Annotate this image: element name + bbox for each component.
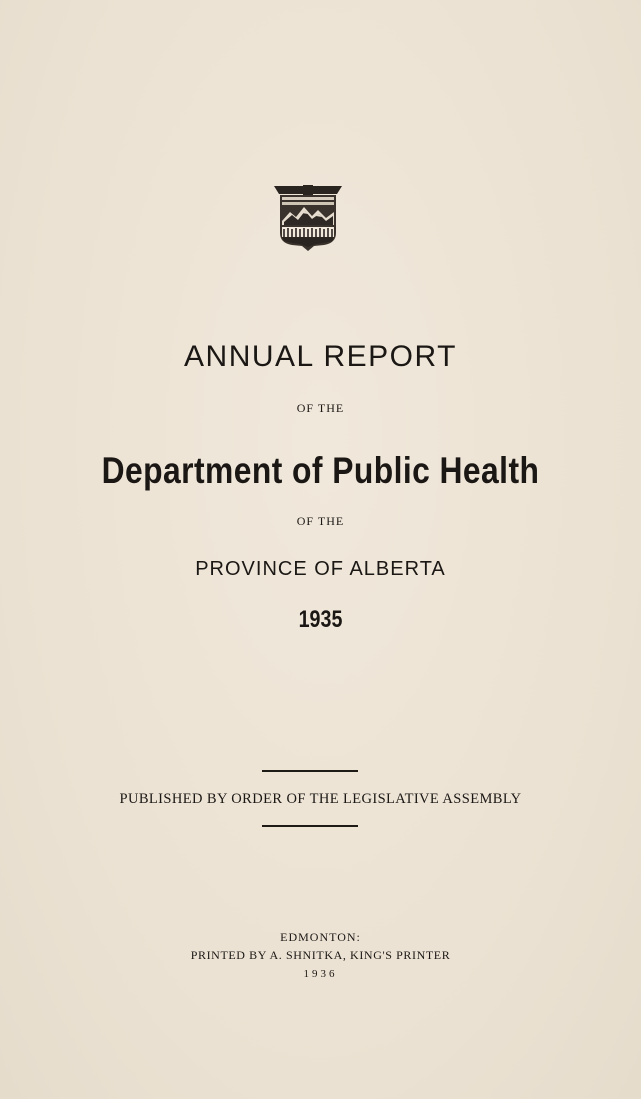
- publication-statement: PUBLISHED BY ORDER OF THE LEGISLATIVE ASSEMBLY: [119, 791, 522, 807]
- imprint-city: EDMONTON:: [280, 930, 361, 944]
- of-the-text: OF THE: [296, 401, 345, 415]
- department-name: Department of Public Health: [101, 450, 540, 491]
- alberta-coat-of-arms-icon: [274, 185, 342, 251]
- of-the-text-2: OF THE: [296, 514, 345, 528]
- divider-bottom: [262, 825, 358, 827]
- report-year: 1935: [298, 606, 343, 633]
- imprint-year: 1936: [303, 968, 338, 980]
- imprint-printer: PRINTED BY A. SHNITKA, KING'S PRINTER: [190, 948, 451, 962]
- province-name: PROVINCE OF ALBERTA: [195, 558, 446, 580]
- divider-top: [262, 770, 358, 772]
- report-title: ANNUAL REPORT: [184, 340, 457, 373]
